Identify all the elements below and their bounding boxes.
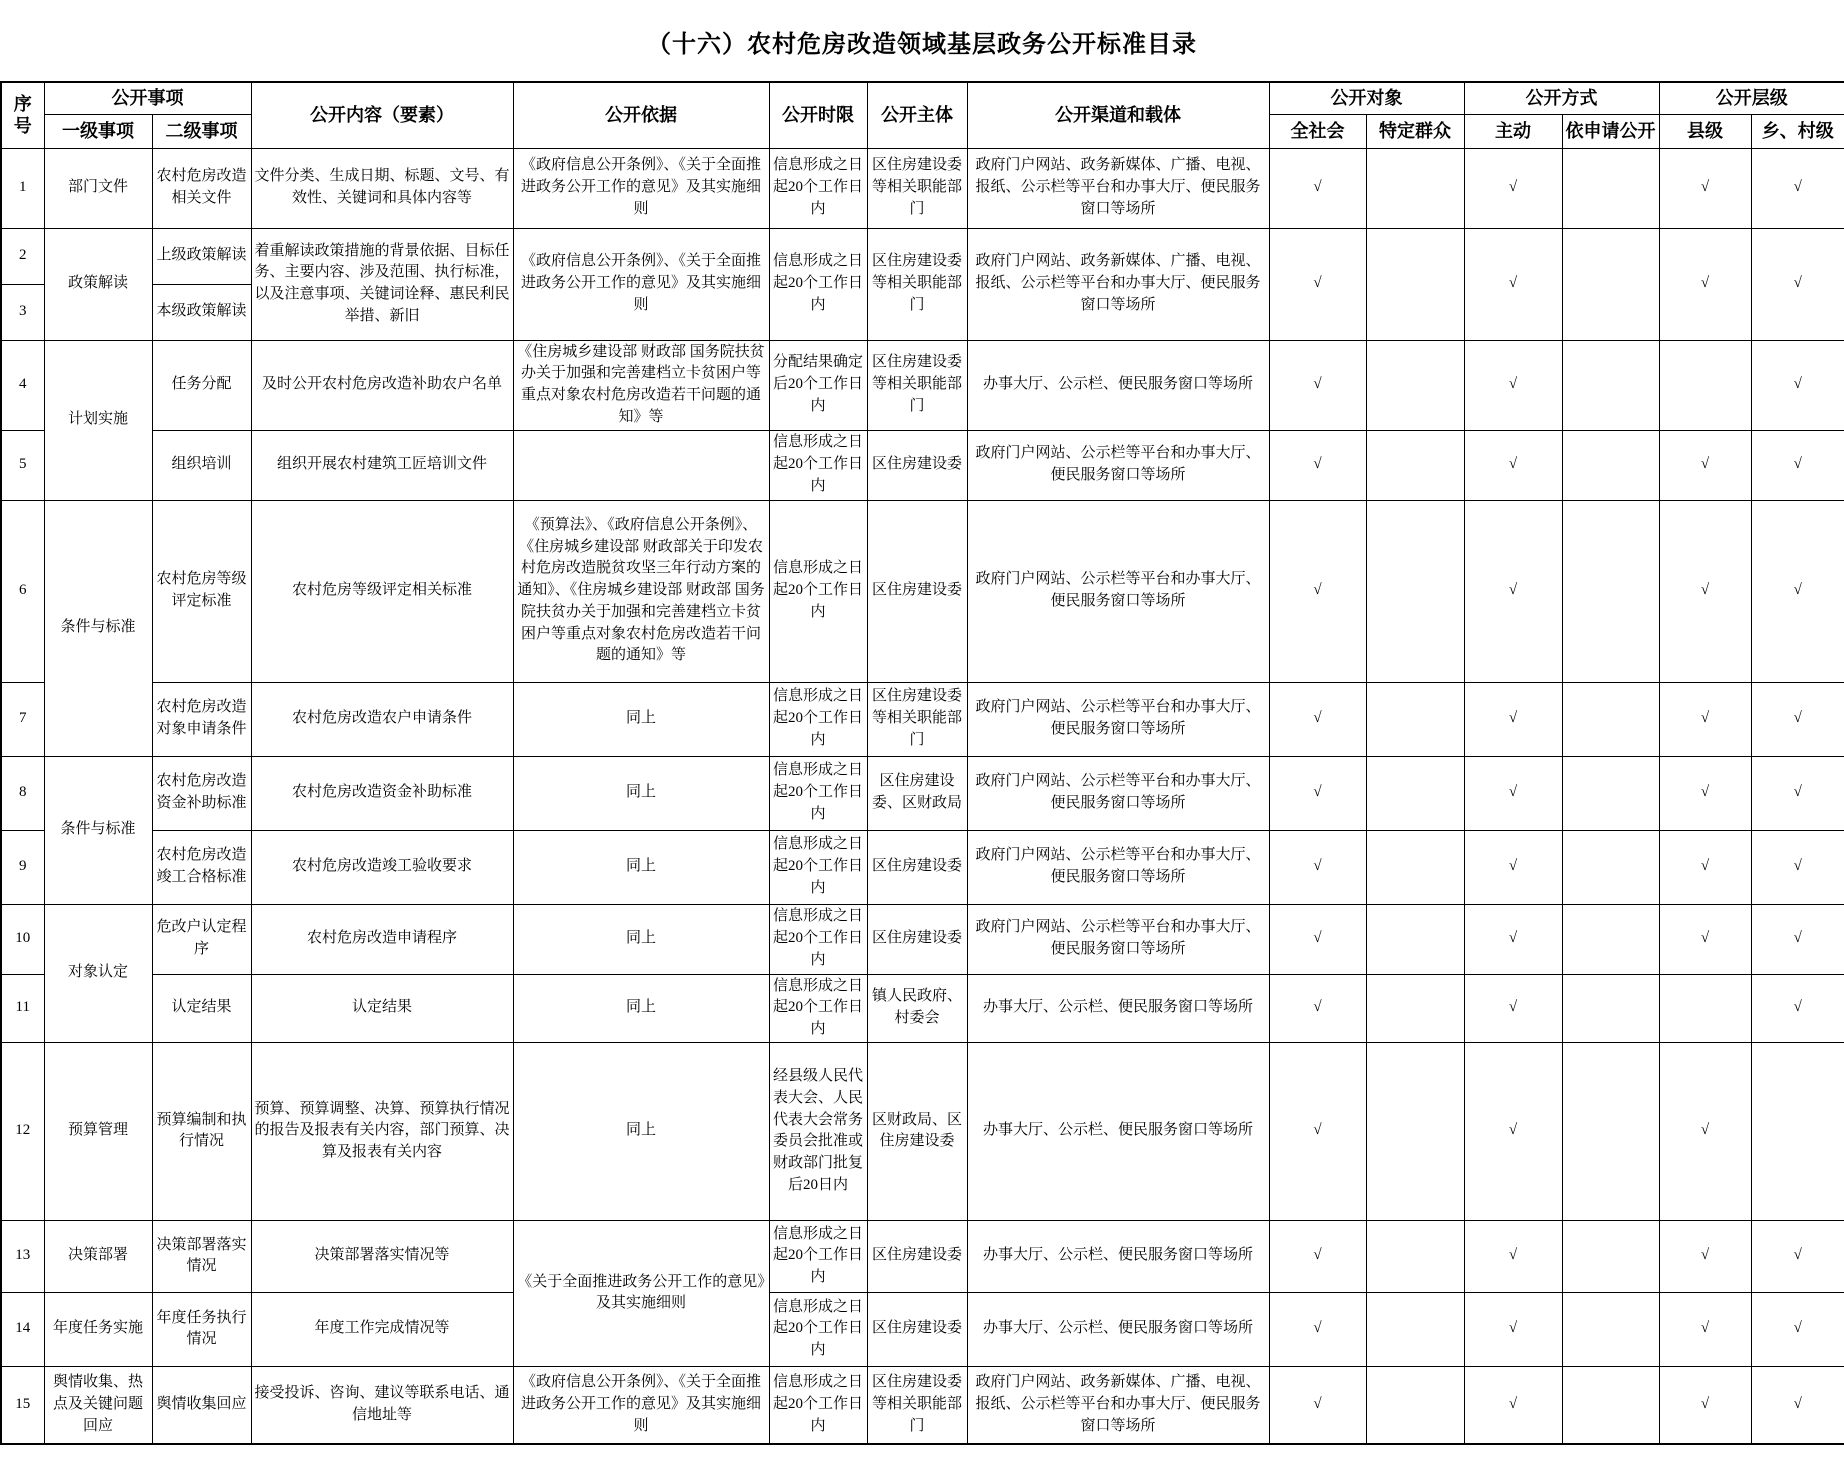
target-specific-group-cell	[1366, 682, 1464, 756]
target-specific-group-cell	[1366, 904, 1464, 974]
level1-item-cell: 决策部署	[44, 1220, 152, 1292]
time-limit-cell: 信息形成之日起20个工作日内	[769, 904, 867, 974]
table-row	[1, 756, 1844, 830]
basis-cell: 同上	[513, 682, 769, 756]
basis-cell	[513, 430, 769, 500]
level-township-village-checkmark: √	[1751, 830, 1844, 904]
channels-cell: 政府门户网站、政务新媒体、广播、电视、报纸、公示栏等平台和办事大厅、便民服务窗口等场所	[967, 228, 1269, 340]
subject-cell: 镇人民政府、村委会	[867, 974, 967, 1042]
channels-cell: 办事大厅、公示栏、便民服务窗口等场所	[967, 1292, 1269, 1366]
method-proactive-checkmark: √	[1464, 430, 1562, 500]
time-limit-cell: 信息形成之日起20个工作日内	[769, 830, 867, 904]
channels-cell: 政府门户网站、政务新媒体、广播、电视、报纸、公示栏等平台和办事大厅、便民服务窗口等场所	[967, 148, 1269, 228]
subject-cell: 区住房建设委等相关职能部门	[867, 682, 967, 756]
col-header-disclosure-items: 公开事项	[44, 82, 251, 114]
level-township-village-checkmark: √	[1751, 756, 1844, 830]
level-county-checkmark: √	[1659, 1220, 1751, 1292]
target-whole-society-checkmark: √	[1269, 1292, 1366, 1366]
method-proactive-checkmark: √	[1464, 756, 1562, 830]
level2-item-cell: 农村危房改造相关文件	[152, 148, 251, 228]
channels-cell: 政府门户网站、公示栏等平台和办事大厅、便民服务窗口等场所	[967, 500, 1269, 682]
basis-cell: 同上	[513, 904, 769, 974]
level-township-village-checkmark: √	[1751, 148, 1844, 228]
time-limit-cell: 信息形成之日起20个工作日内	[769, 430, 867, 500]
table-row	[1, 1292, 1844, 1366]
serial-number-cell: 1	[1, 148, 44, 228]
method-proactive-checkmark: √	[1464, 500, 1562, 682]
method-on-request-cell	[1562, 830, 1659, 904]
time-limit-cell: 信息形成之日起20个工作日内	[769, 682, 867, 756]
target-whole-society-checkmark: √	[1269, 974, 1366, 1042]
col-header-target: 公开对象	[1269, 82, 1464, 114]
level2-item-cell: 舆情收集回应	[152, 1366, 251, 1444]
level2-item-cell: 危改户认定程序	[152, 904, 251, 974]
method-proactive-checkmark: √	[1464, 340, 1562, 430]
level-county-checkmark: √	[1659, 1292, 1751, 1366]
channels-cell: 办事大厅、公示栏、便民服务窗口等场所	[967, 1042, 1269, 1220]
level-township-village-checkmark: √	[1751, 228, 1844, 340]
content-elements-cell: 农村危房改造申请程序	[251, 904, 513, 974]
col-header-whole-society: 全社会	[1269, 114, 1366, 148]
level-township-village-checkmark: √	[1751, 974, 1844, 1042]
target-specific-group-cell	[1366, 148, 1464, 228]
header-row-1	[1, 82, 1844, 114]
serial-number-cell: 6	[1, 500, 44, 682]
method-proactive-checkmark: √	[1464, 904, 1562, 974]
time-limit-cell: 经县级人民代表大会、人民代表大会常务委员会批准或财政部门批复后20日内	[769, 1042, 867, 1220]
channels-cell: 政府门户网站、公示栏等平台和办事大厅、便民服务窗口等场所	[967, 756, 1269, 830]
content-elements-cell: 农村危房改造资金补助标准	[251, 756, 513, 830]
target-specific-group-cell	[1366, 756, 1464, 830]
method-proactive-checkmark: √	[1464, 830, 1562, 904]
col-header-level2-item: 二级事项	[152, 114, 251, 148]
target-whole-society-checkmark: √	[1269, 430, 1366, 500]
time-limit-cell: 信息形成之日起20个工作日内	[769, 500, 867, 682]
time-limit-cell: 信息形成之日起20个工作日内	[769, 756, 867, 830]
subject-cell: 区住房建设委	[867, 904, 967, 974]
method-on-request-cell	[1562, 430, 1659, 500]
channels-cell: 办事大厅、公示栏、便民服务窗口等场所	[967, 340, 1269, 430]
subject-cell: 区住房建设委等相关职能部门	[867, 228, 967, 340]
table-row	[1, 904, 1844, 974]
table-row	[1, 974, 1844, 1042]
level-county-cell	[1659, 974, 1751, 1042]
target-whole-society-checkmark: √	[1269, 228, 1366, 340]
table-row	[1, 830, 1844, 904]
disclosure-standard-table	[0, 81, 1844, 1445]
serial-number-cell: 11	[1, 974, 44, 1042]
target-whole-society-checkmark: √	[1269, 682, 1366, 756]
level-township-village-checkmark: √	[1751, 1292, 1844, 1366]
method-on-request-cell	[1562, 228, 1659, 340]
table-row	[1, 1366, 1844, 1444]
method-on-request-cell	[1562, 756, 1659, 830]
level-county-checkmark: √	[1659, 904, 1751, 974]
method-on-request-cell	[1562, 1366, 1659, 1444]
level1-item-cell: 政策解读	[44, 228, 152, 340]
level-township-village-checkmark: √	[1751, 500, 1844, 682]
level2-item-cell: 组织培训	[152, 430, 251, 500]
subject-cell: 区住房建设委	[867, 1292, 967, 1366]
method-proactive-checkmark: √	[1464, 1292, 1562, 1366]
serial-number-cell: 15	[1, 1366, 44, 1444]
level2-item-cell: 任务分配	[152, 340, 251, 430]
method-proactive-checkmark: √	[1464, 1366, 1562, 1444]
level2-item-cell: 决策部署落实情况	[152, 1220, 251, 1292]
table-row	[1, 148, 1844, 228]
table-row	[1, 682, 1844, 756]
target-whole-society-checkmark: √	[1269, 1042, 1366, 1220]
subject-cell: 区住房建设委等相关职能部门	[867, 148, 967, 228]
method-on-request-cell	[1562, 682, 1659, 756]
target-specific-group-cell	[1366, 228, 1464, 340]
content-elements-cell: 预算、预算调整、决算、预算执行情况的报告及报表有关内容，部门预算、决算及报表有关内容	[251, 1042, 513, 1220]
channels-cell: 政府门户网站、公示栏等平台和办事大厅、便民服务窗口等场所	[967, 904, 1269, 974]
target-specific-group-cell	[1366, 1366, 1464, 1444]
serial-number-cell: 5	[1, 430, 44, 500]
method-on-request-cell	[1562, 340, 1659, 430]
level-township-village-checkmark: √	[1751, 682, 1844, 756]
method-on-request-cell	[1562, 500, 1659, 682]
content-elements-cell: 着重解读政策措施的背景依据、目标任务、主要内容、涉及范围、执行标准，以及注意事项、关键词诠释、惠民利民举措、新旧	[251, 228, 513, 340]
method-proactive-checkmark: √	[1464, 1042, 1562, 1220]
basis-cell: 《预算法》、《政府信息公开条例》、《住房城乡建设部 财政部关于印发农村危房改造脱贫攻坚三年行动方案的通知》、《住房城乡建设部 财政部 国务院扶贫办关于加强和完善建档立卡贫困户等重点对象农村危房改造若干问题的通知》等	[513, 500, 769, 682]
basis-cell: 《政府信息公开条例》、《关于全面推进政务公开工作的意见》及其实施细则	[513, 228, 769, 340]
subject-cell: 区住房建设委	[867, 430, 967, 500]
level1-item-cell: 部门文件	[44, 148, 152, 228]
method-proactive-checkmark: √	[1464, 1220, 1562, 1292]
level2-item-cell: 上级政策解读	[152, 228, 251, 284]
level2-item-cell: 预算编制和执行情况	[152, 1042, 251, 1220]
subject-cell: 区住房建设委等相关职能部门	[867, 1366, 967, 1444]
col-header-township-village-level: 乡、村级	[1751, 114, 1844, 148]
time-limit-cell: 信息形成之日起20个工作日内	[769, 974, 867, 1042]
target-specific-group-cell	[1366, 830, 1464, 904]
level-county-checkmark: √	[1659, 1042, 1751, 1220]
level-county-checkmark: √	[1659, 430, 1751, 500]
serial-number-cell: 7	[1, 682, 44, 756]
content-elements-cell: 决策部署落实情况等	[251, 1220, 513, 1292]
col-header-basis: 公开依据	[513, 82, 769, 148]
table-row	[1, 500, 1844, 682]
level2-item-cell: 认定结果	[152, 974, 251, 1042]
level1-item-cell: 对象认定	[44, 904, 152, 1042]
time-limit-cell: 信息形成之日起20个工作日内	[769, 1366, 867, 1444]
level-township-village-checkmark: √	[1751, 1366, 1844, 1444]
serial-number-cell: 10	[1, 904, 44, 974]
col-header-content-elements: 公开内容（要素）	[251, 82, 513, 148]
level2-item-cell: 农村危房改造资金补助标准	[152, 756, 251, 830]
target-specific-group-cell	[1366, 1042, 1464, 1220]
time-limit-cell: 分配结果确定后20个工作日内	[769, 340, 867, 430]
content-elements-cell: 及时公开农村危房改造补助农户名单	[251, 340, 513, 430]
target-specific-group-cell	[1366, 974, 1464, 1042]
level1-item-cell: 计划实施	[44, 340, 152, 500]
level-county-checkmark: √	[1659, 682, 1751, 756]
target-specific-group-cell	[1366, 1220, 1464, 1292]
target-whole-society-checkmark: √	[1269, 500, 1366, 682]
table-row	[1, 340, 1844, 430]
method-on-request-cell	[1562, 148, 1659, 228]
content-elements-cell: 农村危房改造竣工验收要求	[251, 830, 513, 904]
level2-item-cell: 年度任务执行情况	[152, 1292, 251, 1366]
method-proactive-checkmark: √	[1464, 974, 1562, 1042]
basis-cell: 同上	[513, 756, 769, 830]
target-specific-group-cell	[1366, 430, 1464, 500]
level-county-checkmark: √	[1659, 148, 1751, 228]
content-elements-cell: 组织开展农村建筑工匠培训文件	[251, 430, 513, 500]
method-proactive-checkmark: √	[1464, 148, 1562, 228]
level-county-checkmark: √	[1659, 756, 1751, 830]
col-header-proactive: 主动	[1464, 114, 1562, 148]
subject-cell: 区住房建设委等相关职能部门	[867, 340, 967, 430]
level-township-village-checkmark: √	[1751, 340, 1844, 430]
level-county-checkmark: √	[1659, 228, 1751, 340]
level-county-checkmark: √	[1659, 500, 1751, 682]
subject-cell: 区住房建设委	[867, 830, 967, 904]
target-whole-society-checkmark: √	[1269, 1220, 1366, 1292]
level1-item-cell: 预算管理	[44, 1042, 152, 1220]
target-whole-society-checkmark: √	[1269, 148, 1366, 228]
method-on-request-cell	[1562, 1220, 1659, 1292]
channels-cell: 政府门户网站、公示栏等平台和办事大厅、便民服务窗口等场所	[967, 682, 1269, 756]
subject-cell: 区财政局、区住房建设委	[867, 1042, 967, 1220]
level-township-village-cell	[1751, 1042, 1844, 1220]
channels-cell: 办事大厅、公示栏、便民服务窗口等场所	[967, 974, 1269, 1042]
serial-number-cell: 2	[1, 228, 44, 284]
basis-cell: 同上	[513, 1042, 769, 1220]
table-header	[1, 82, 1844, 148]
channels-cell: 政府门户网站、公示栏等平台和办事大厅、便民服务窗口等场所	[967, 830, 1269, 904]
channels-cell: 政府门户网站、政务新媒体、广播、电视、报纸、公示栏等平台和办事大厅、便民服务窗口等场所	[967, 1366, 1269, 1444]
level1-item-cell: 年度任务实施	[44, 1292, 152, 1366]
level2-item-cell: 农村危房改造对象申请条件	[152, 682, 251, 756]
time-limit-cell: 信息形成之日起20个工作日内	[769, 1220, 867, 1292]
basis-cell: 《关于全面推进政务公开工作的意见》及其实施细则	[513, 1220, 769, 1366]
col-header-subject: 公开主体	[867, 82, 967, 148]
time-limit-cell: 信息形成之日起20个工作日内	[769, 228, 867, 340]
serial-number-cell: 9	[1, 830, 44, 904]
col-header-serial-number: 序号	[1, 82, 44, 148]
level2-item-cell: 本级政策解读	[152, 284, 251, 340]
basis-cell: 《政府信息公开条例》、《关于全面推进政务公开工作的意见》及其实施细则	[513, 1366, 769, 1444]
target-whole-society-checkmark: √	[1269, 340, 1366, 430]
content-elements-cell: 年度工作完成情况等	[251, 1292, 513, 1366]
content-elements-cell: 农村危房改造农户申请条件	[251, 682, 513, 756]
subject-cell: 区住房建设委	[867, 500, 967, 682]
subject-cell: 区住房建设委、区财政局	[867, 756, 967, 830]
target-specific-group-cell	[1366, 500, 1464, 682]
target-whole-society-checkmark: √	[1269, 830, 1366, 904]
level-county-checkmark: √	[1659, 830, 1751, 904]
level-township-village-checkmark: √	[1751, 904, 1844, 974]
serial-number-cell: 12	[1, 1042, 44, 1220]
table-row	[1, 1042, 1844, 1220]
col-header-county-level: 县级	[1659, 114, 1751, 148]
serial-number-cell: 4	[1, 340, 44, 430]
method-on-request-cell	[1562, 1292, 1659, 1366]
level-township-village-checkmark: √	[1751, 1220, 1844, 1292]
channels-cell: 办事大厅、公示栏、便民服务窗口等场所	[967, 1220, 1269, 1292]
target-whole-society-checkmark: √	[1269, 904, 1366, 974]
level2-item-cell: 农村危房改造竣工合格标准	[152, 830, 251, 904]
serial-number-cell: 14	[1, 1292, 44, 1366]
method-on-request-cell	[1562, 904, 1659, 974]
level-township-village-checkmark: √	[1751, 430, 1844, 500]
channels-cell: 政府门户网站、公示栏等平台和办事大厅、便民服务窗口等场所	[967, 430, 1269, 500]
page-title: （十六）农村危房改造领域基层政务公开标准目录	[647, 32, 1197, 58]
level1-item-cell: 舆情收集、热点及关键问题回应	[44, 1366, 152, 1444]
time-limit-cell: 信息形成之日起20个工作日内	[769, 148, 867, 228]
col-header-level1-item: 一级事项	[44, 114, 152, 148]
time-limit-cell: 信息形成之日起20个工作日内	[769, 1292, 867, 1366]
content-elements-cell: 文件分类、生成日期、标题、文号、有效性、关键词和具体内容等	[251, 148, 513, 228]
level-county-checkmark: √	[1659, 1366, 1751, 1444]
table-body	[1, 148, 1844, 1444]
serial-number-cell: 13	[1, 1220, 44, 1292]
target-specific-group-cell	[1366, 340, 1464, 430]
document-page	[0, 24, 1844, 1445]
basis-cell: 《政府信息公开条例》、《关于全面推进政务公开工作的意见》及其实施细则	[513, 148, 769, 228]
method-proactive-checkmark: √	[1464, 682, 1562, 756]
target-whole-society-checkmark: √	[1269, 756, 1366, 830]
col-header-method: 公开方式	[1464, 82, 1659, 114]
serial-number-cell: 8	[1, 756, 44, 830]
content-elements-cell: 认定结果	[251, 974, 513, 1042]
table-row	[1, 1220, 1844, 1292]
method-proactive-checkmark: √	[1464, 228, 1562, 340]
col-header-specific-group: 特定群众	[1366, 114, 1464, 148]
method-on-request-cell	[1562, 974, 1659, 1042]
col-header-level: 公开层级	[1659, 82, 1844, 114]
level2-item-cell: 农村危房等级评定标准	[152, 500, 251, 682]
table-row	[1, 430, 1844, 500]
basis-cell: 同上	[513, 830, 769, 904]
level1-item-cell: 条件与标准	[44, 500, 152, 756]
serial-number-cell: 3	[1, 284, 44, 340]
table-row	[1, 228, 1844, 284]
subject-cell: 区住房建设委	[867, 1220, 967, 1292]
col-header-time-limit: 公开时限	[769, 82, 867, 148]
basis-cell: 《住房城乡建设部 财政部 国务院扶贫办关于加强和完善建档立卡贫困户等重点对象农村危房改造若干问题的通知》等	[513, 340, 769, 430]
col-header-on-request: 依申请公开	[1562, 114, 1659, 148]
target-specific-group-cell	[1366, 1292, 1464, 1366]
level1-item-cell: 条件与标准	[44, 756, 152, 904]
target-whole-society-checkmark: √	[1269, 1366, 1366, 1444]
col-header-channels: 公开渠道和载体	[967, 82, 1269, 148]
method-on-request-cell	[1562, 1042, 1659, 1220]
basis-cell: 同上	[513, 974, 769, 1042]
level-county-cell	[1659, 340, 1751, 430]
content-elements-cell: 接受投诉、咨询、建议等联系电话、通信地址等	[251, 1366, 513, 1444]
content-elements-cell: 农村危房等级评定相关标准	[251, 500, 513, 682]
